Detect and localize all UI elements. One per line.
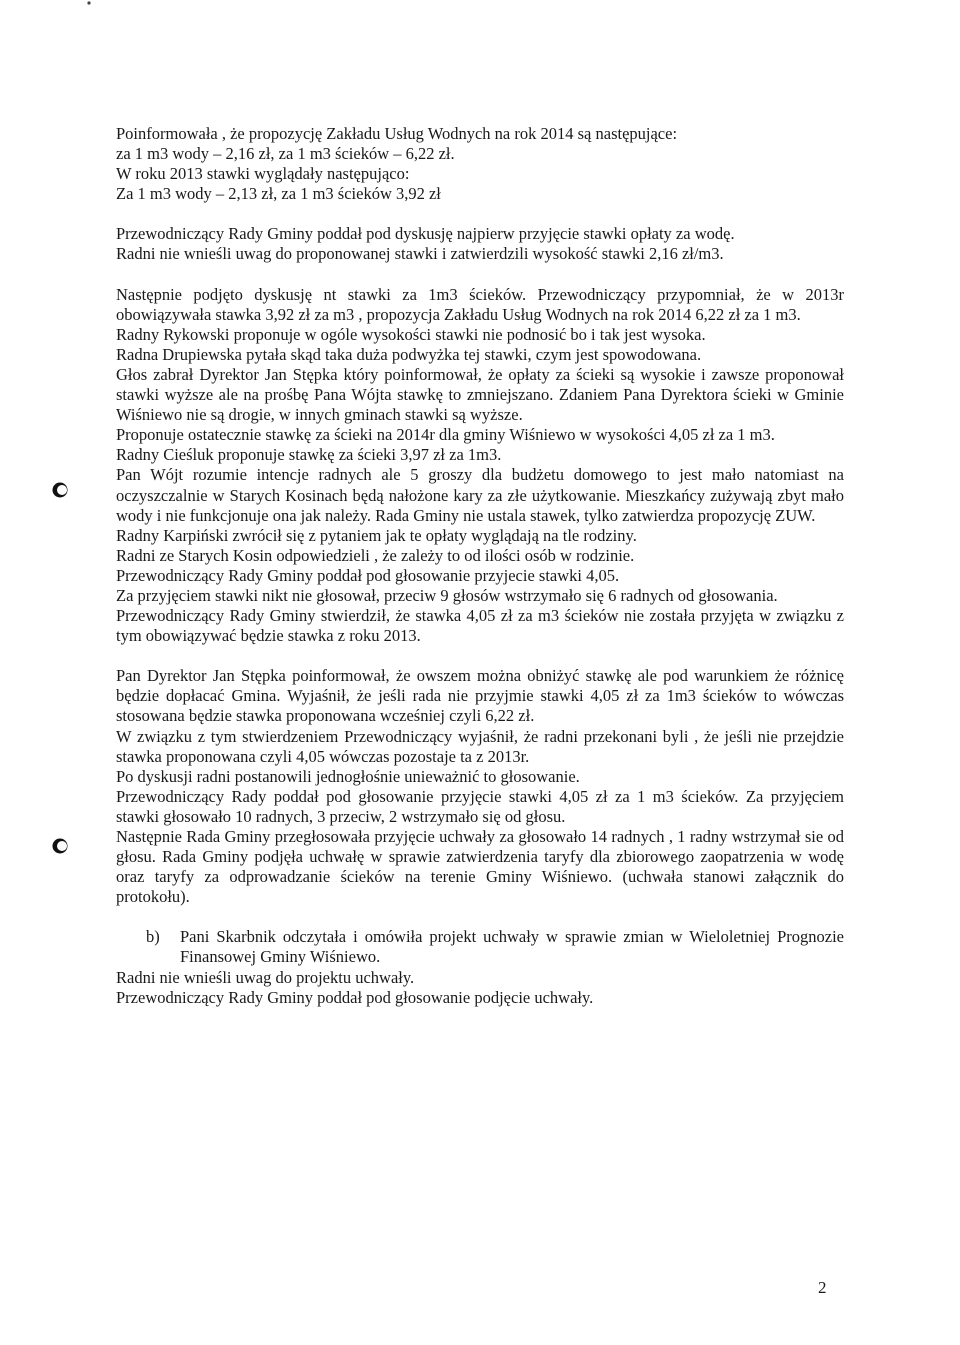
text-line: Po dyskusji radni postanowili jednogłośnie unieważnić to głosowanie.	[116, 766, 580, 786]
text-line: Przewodniczący Rady Gminy poddał pod głosowanie przyjecie stawki 4,05.	[116, 565, 620, 585]
text-line: Następnie Rada Gminy przegłosowała przyjęcie uchwały za głosowało 14 radnych , 1 radny wstrzymał sie od głosu. Rada Gminy podjęła uchwałę w sprawie zatwierdzenia taryfy dla zbiorowego zaopatrzenia w wodę oraz taryfy za odprowadzanie ścieków na terenie Gminy Wiśniewo. (uchwała stanowi załącznik do protokołu).	[116, 827, 844, 907]
paragraph-closing	[116, 968, 844, 1008]
text-line: Radni nie wnieśli uwag do proponowanej stawki i zatwierdzili wysokość stawki 2,16 zł/m3.	[116, 244, 724, 264]
text-line: Przewodniczący Rady Gminy stwierdził, że stawka 4,05 zł za m3 ścieków nie została przyjęta w związku z tym obowiązywać będzie stawka z roku 2013.	[116, 606, 844, 646]
list-item-text: Pani Skarbnik odczytała i omówiła projekt uchwały w sprawie zmian w Wieloletniej Prognozie Finansowej Gminy Wiśniewo.	[180, 927, 844, 967]
text-line: Poinformowała , że propozycję Zakładu Usług Wodnych na rok 2014 są następujące:	[116, 124, 678, 143]
text-line: Pan Dyrektor Jan Stępka poinformował, że owszem można obniżyć stawkę ale pod warunkiem że różnicę będzie dopłacać Gmina. Wyjaśnił, że jeśli rada nie przyjmie stawki 4,05 zł za 1m3 ścieków to wówczas stosowana będzie stawka proponowana wcześniej czyli 6,22 zł.	[116, 666, 844, 726]
punch-hole-mark	[52, 482, 68, 498]
text-line: Radny Karpiński zwrócił się z pytaniem jak te opłaty wyglądają na tle rodziny.	[116, 525, 637, 545]
text-line: W roku 2013 stawki wyglądały następująco:	[116, 164, 410, 184]
paragraph-proposal	[116, 124, 844, 204]
text-line: Pan Wójt rozumie intencje radnych ale 5 groszy dla budżetu domowego to jest mało natomiast na oczyszczalnie w Starych Kosinach będą nałożone kary za złe użytkowanie. Mieszkańcy zużywają zbyt mało wody i nie funkcjonuje ona jak należy. Rada Gminy nie ustala stawek, tylko zatwierdza propozycję ZUW.	[116, 465, 844, 525]
text-line: W związku z tym stwierdzeniem Przewodniczący wyjaśnił, że radni przekonani byli , że jeśli nie przejdzie stawka proponowana czyli 4,05 wówczas pozostaje ta z 2013r.	[116, 726, 844, 766]
text-line: Następnie podjęto dyskusję nt stawki za 1m3 ścieków. Przewodniczący przypomniał, że w 2013r obowiązywała stawka 3,92 zł za m3 , propozycja Zakładu Usług Wodnych na rok 2014 6,22 zł za 1 m3.	[116, 284, 844, 324]
paragraph-director-explanation	[116, 666, 844, 907]
page-number: 2	[818, 1278, 827, 1297]
text-line: Radni nie wnieśli uwag do projektu uchwały.	[116, 967, 415, 987]
text-line: Przewodniczący Rady Gminy poddał pod głosowanie podjęcie uchwały.	[116, 987, 594, 1007]
scan-speck-mark	[86, 0, 92, 6]
list-marker: b)	[146, 927, 160, 947]
text-line: Radna Drupiewska pytała skąd taka duża podwyżka tej stawki, czym jest spowodowana.	[116, 344, 702, 364]
text-line: za 1 m3 wody – 2,16 zł, za 1 m3 ścieków – 6,22 zł.	[116, 144, 455, 164]
text-line: Radny Cieśluk proponuje stawkę za ścieki 3,97 zł za 1m3.	[116, 445, 502, 465]
text-line: Proponuje ostatecznie stawkę za ścieki na 2014r dla gminy Wiśniewo w wysokości 4,05 zł za 1 m3.	[116, 425, 775, 445]
text-line: Głos zabrał Dyrektor Jan Stępka który poinformował, że opłaty za ścieki są wysokie i zawsze proponował stawki wyższe ale na prośbę Pana Wójta stawkę to zmniejszano. Zdaniem Pana Dyrektora ścieki w Gminie Wiśniewo nie są drogie, w innych gminach stawki są wyższe.	[116, 364, 844, 425]
text-line: Radny Rykowski proponuje w ogóle wysokości stawki nie podnosić bo i tak jest wysoka.	[116, 324, 706, 344]
text-line: Za przyjęciem stawki nikt nie głosował, przeciw 9 głosów wstrzymało się 6 radnych od głosowania.	[116, 585, 778, 605]
text-line: Radni ze Starych Kosin odpowiedzieli , że zależy to od ilości osób w rodzinie.	[116, 545, 635, 565]
list-item-b	[146, 927, 844, 967]
paragraph-water-rate	[116, 224, 844, 264]
text-line: Przewodniczący Rady Gminy poddał pod dyskusję najpierw przyjęcie stawki opłaty za wodę.	[116, 224, 735, 244]
paragraph-sewage-discussion	[116, 285, 844, 647]
punch-hole-mark	[52, 838, 68, 854]
document-body	[116, 124, 844, 1008]
text-line: Przewodniczący Rady poddał pod głosowanie przyjęcie stawki 4,05 zł za 1 m3 ścieków. Za przyjęciem stawki głosowało 10 radnych, 3 przeciw, 2 wstrzymało się od głosu.	[116, 786, 844, 826]
text-line: Za 1 m3 wody – 2,13 zł, za 1 m3 ścieków 3,92 zł	[116, 184, 441, 204]
